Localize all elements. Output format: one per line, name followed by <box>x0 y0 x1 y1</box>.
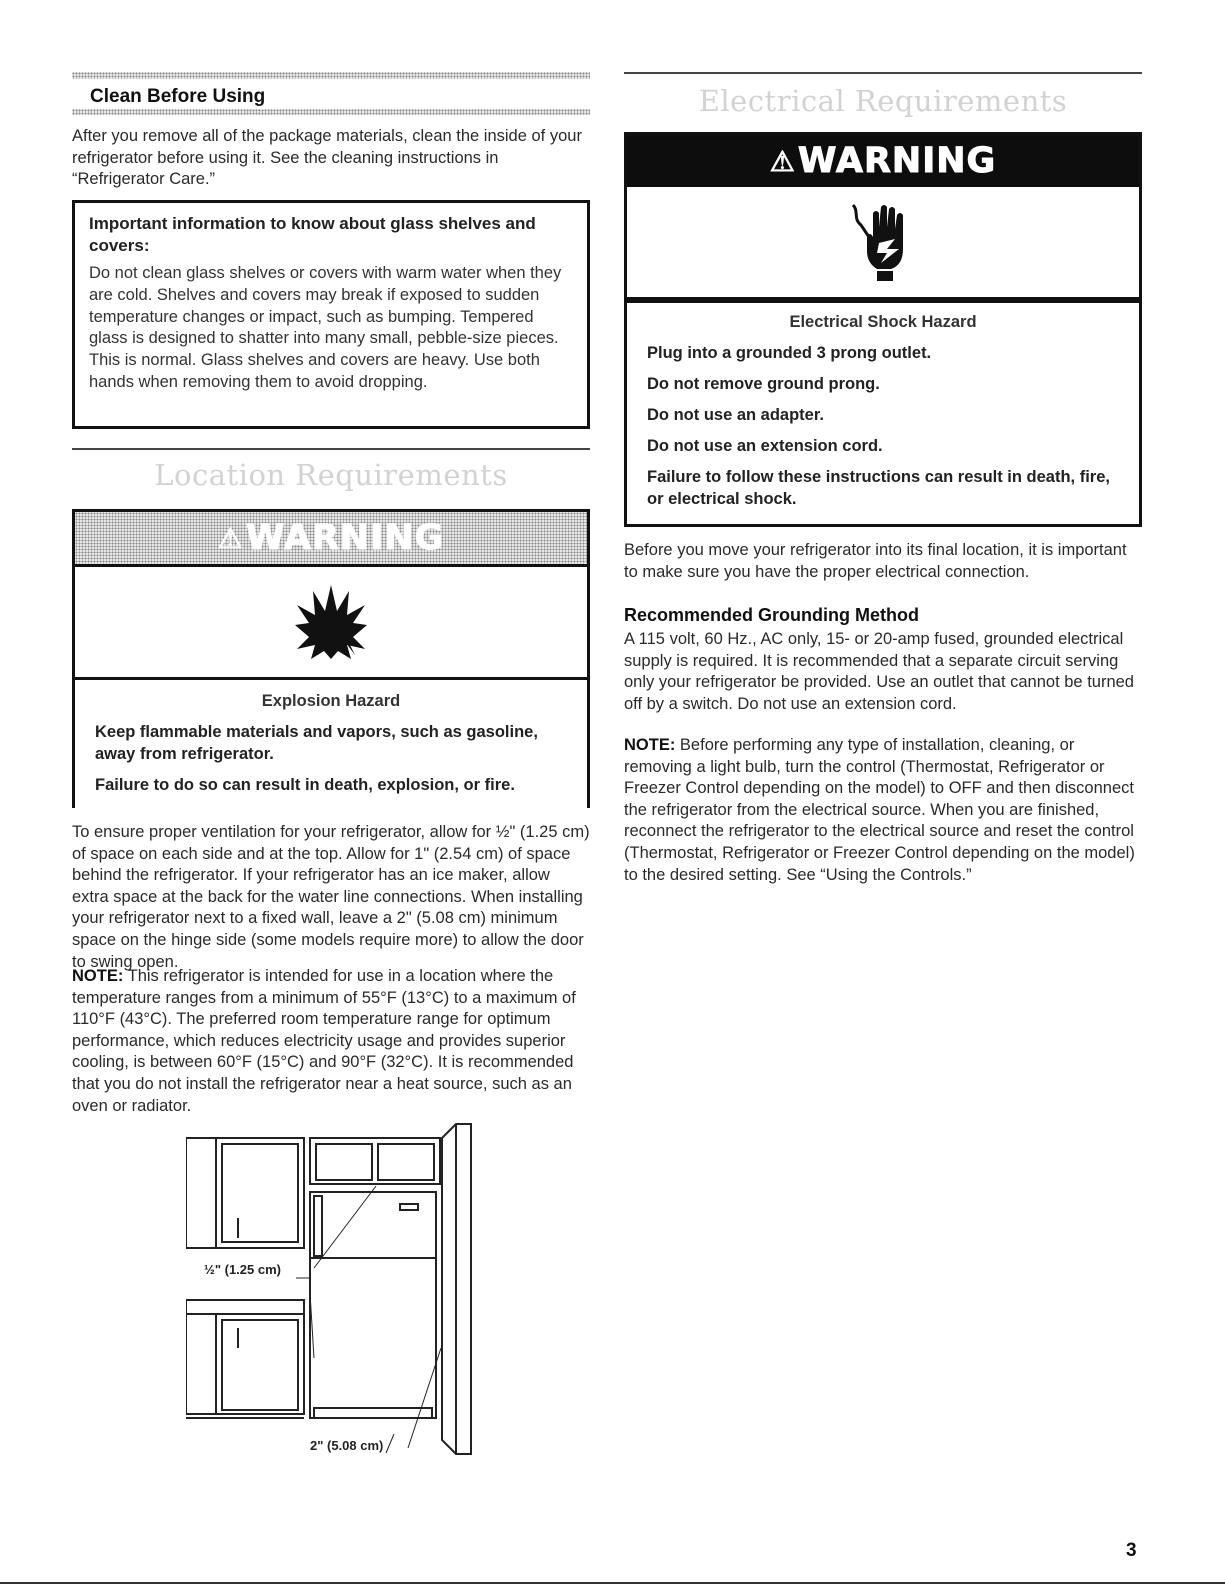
note-label: NOTE: <box>624 736 676 754</box>
warning-banner-text: WARNING <box>245 518 445 558</box>
glass-shelves-info-box <box>72 200 590 429</box>
temperature-note-paragraph <box>72 966 590 1117</box>
warning-banner <box>75 512 587 564</box>
electric-shock-hand-icon <box>843 197 923 287</box>
explosion-icon <box>291 581 371 663</box>
section-divider-location <box>72 448 590 450</box>
bottom-rule <box>0 1582 1225 1584</box>
hinge-clearance-label: 2" (5.08 cm) <box>310 1438 384 1453</box>
warning-line-4: Do not use an extension cord. <box>647 437 883 455</box>
note-text: Before performing any type of installation, cleaning, or removing a light bulb, turn the control (Thermostat, Refrigerator or Freezer Control depending on the model) to OFF and then disconnect the refrigerator from the electrical source. When you are finished, reconnect the refrigerator to the electrical source and reset the control (Thermostat, Refrigerator or Freezer Control depending on the model) to the desired setting. See “Using the Controls.” <box>624 736 1135 884</box>
installation-clearance-diagram <box>186 1118 486 1468</box>
warning-line-2: Failure to do so can result in death, explosion, or fire. <box>95 776 515 794</box>
note-text: This refrigerator is intended for use in a location where the temperature ranges from a minimum of 55°F (13°C) to a maximum of 110°F (43°C). The preferred room temperature range for optimum performance, which reduces electricity usage and provides superior cooling, is between 60°F (15°C) and 90°F (32°C). It is recommended that you do not install the refrigerator near a heat source, such as an oven or radiator. <box>72 967 576 1115</box>
hatched-rule-top <box>72 72 590 79</box>
warning-icon-area <box>75 564 587 680</box>
grounding-method-heading: Recommended Grounding Method <box>624 605 919 625</box>
alert-triangle-icon: ⚠ <box>217 521 244 555</box>
electrical-paragraph: Before you move your refrigerator into its final location, it is important to make sure you have the proper electrical connection. <box>624 541 1127 581</box>
note-label: NOTE: <box>72 967 124 985</box>
location-requirements-title: Location Requirements <box>154 458 508 492</box>
ventilation-paragraph: To ensure proper ventilation for your refrigerator, allow for ½" (1.25 cm) of space on each side and at the top. Allow for 1" (2.54 cm) of space behind the refrigerator. If your refrigerator has an ice maker, allow extra space at the back for the water line connections. When installing your refrigerator next to a fixed wall, leave a 2" (5.08 cm) minimum space on the hinge side (some models require more) to allow the door to swing open. <box>72 823 590 971</box>
electrical-requirements-title: Electrical Requirements <box>698 84 1068 118</box>
warning-icon-area <box>627 187 1139 300</box>
section-divider-electrical <box>624 72 1142 74</box>
warning-banner <box>627 135 1139 187</box>
warning-line-5: Failure to follow these instructions can result in death, fire, or electrical shock. <box>647 468 1110 508</box>
explosion-hazard-label: Explosion Hazard <box>261 692 401 710</box>
clean-before-using-heading: Clean Before Using <box>90 86 266 107</box>
glass-box-body: Do not clean glass shelves or covers with warm water when they are cold. Shelves and covers may break if exposed to sudden temperature changes or impact, such as bumping. Tempered glass is designed to shatter into many small, pebble-size pieces. This is normal. Glass shelves and covers are heavy. Use both hands when removing them to avoid dropping. <box>89 264 562 391</box>
hatched-rule-under-heading <box>72 109 590 115</box>
explosion-warning-box <box>72 509 590 808</box>
warning-line-1: Keep flammable materials and vapors, such as gasoline, away from refrigerator. <box>95 723 538 763</box>
clean-paragraph: After you remove all of the package materials, clean the inside of your refrigerator before using it. See the cleaning instructions in “Refrigerator Care.” <box>72 127 582 189</box>
warning-content <box>75 680 587 814</box>
warning-content <box>627 300 1139 525</box>
electrical-warning-box <box>624 132 1142 527</box>
warning-line-2: Do not remove ground prong. <box>647 375 880 393</box>
side-clearance-label: ½" (1.25 cm) <box>204 1262 281 1277</box>
warning-banner-text: WARNING <box>797 141 997 181</box>
warning-line-1: Plug into a grounded 3 prong outlet. <box>647 344 932 362</box>
warning-line-3: Do not use an adapter. <box>647 406 824 424</box>
grounding-paragraph: A 115 volt, 60 Hz., AC only, 15- or 20-amp fused, grounded electrical supply is required. It is recommended that a separate circuit serving only your refrigerator be provided. Use an outlet that cannot be turned off by a switch. Do not use an extension cord. <box>624 630 1134 713</box>
page-number: 3 <box>1126 1540 1137 1561</box>
electrical-note-paragraph <box>624 735 1142 886</box>
alert-triangle-icon: ⚠ <box>769 144 796 178</box>
glass-box-title: Important information to know about glass shelves and covers: <box>89 214 536 255</box>
electrical-hazard-label: Electrical Shock Hazard <box>789 313 977 331</box>
